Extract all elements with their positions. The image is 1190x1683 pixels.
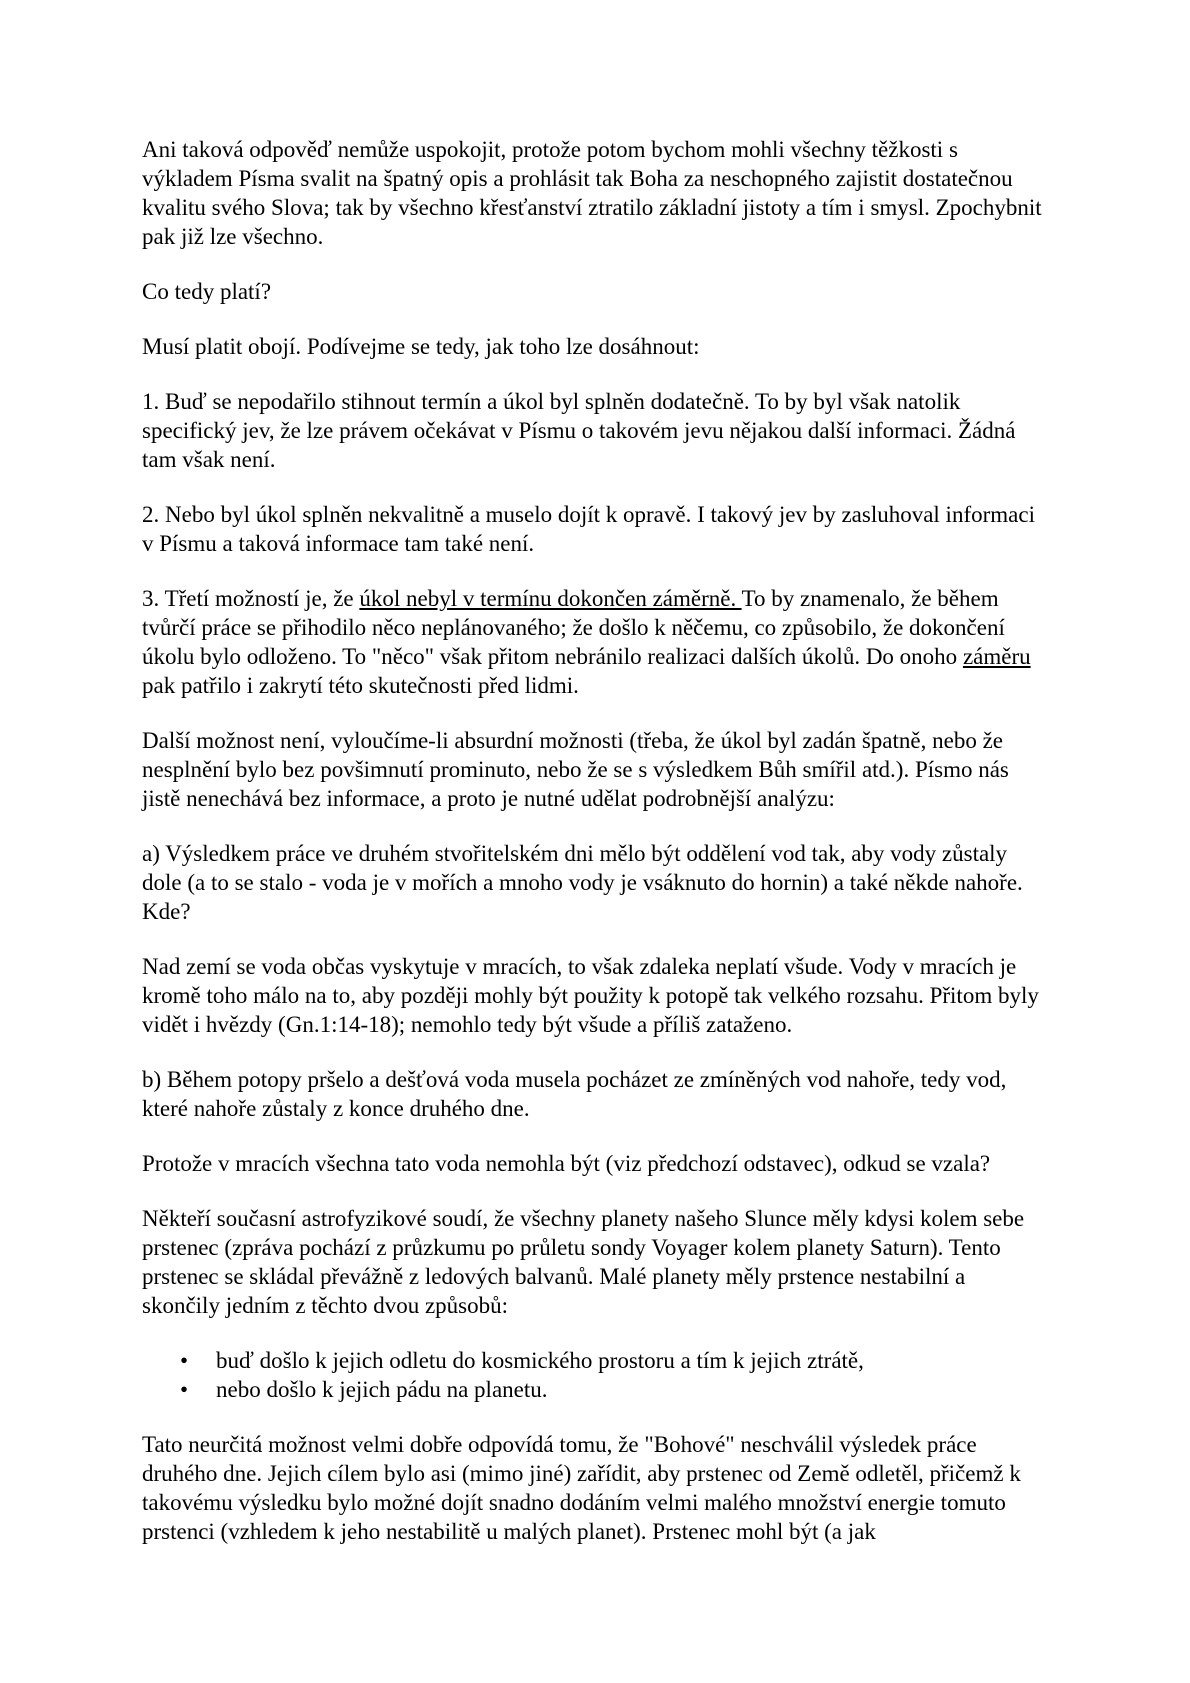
paragraph [142, 135, 1048, 251]
text-run: 3. Třetí možností je, že [142, 586, 360, 611]
text-run: Protože v mracích všechna tato voda nemohla být (viz předchozí odstavec), odkud se vzala? [142, 1151, 991, 1176]
paragraph [142, 332, 1048, 361]
paragraph [142, 952, 1048, 1039]
text-run: a) Výsledkem práce ve druhém stvořitelském dni mělo být oddělení vod tak, aby vody zůstaly dole (a to se stalo - voda je v mořích a mnoho vody je vsáknuto do hornin) a také někde nahoře. Kde? [142, 841, 1023, 924]
paragraph [142, 839, 1048, 926]
underlined-text: záměru [962, 644, 1031, 669]
bullet-icon: • [180, 1377, 189, 1402]
document-body [142, 135, 1048, 1546]
text-run: Nad zemí se voda občas vyskytuje v mracích, to však zdaleka neplatí všude. Vody v mracích je kromě toho málo na to, aby později mohly být použity k potopě tak velkého rozsahu. Přitom byly vidět i hvězdy (Gn.1:14-18); nemohlo tedy být všude a příliš zataženo. [142, 954, 1039, 1037]
text-run: 2. Nebo byl úkol splněn nekvalitně a muselo dojít k opravě. I takový jev by zasluhoval informaci v Písmu a taková informace tam také není. [142, 502, 1035, 556]
list-item [180, 1346, 1048, 1375]
paragraph [142, 387, 1048, 474]
text-run: Co tedy platí? [142, 279, 272, 304]
paragraph [142, 1204, 1048, 1320]
list-item [180, 1375, 1048, 1404]
text-run: Další možnost není, vyloučíme-li absurdní možnosti (třeba, že úkol byl zadán špatně, nebo že nesplnění bylo bez povšimnutí prominuto, nebo že se s výsledkem Bůh smířil atd.). Písmo nás jistě nenechává bez informace, a proto je nutné udělat podrobnější analýzu: [142, 728, 1009, 811]
paragraph [142, 726, 1048, 813]
text-run: Musí platit obojí. Podívejme se tedy, jak toho lze dosáhnout: [142, 334, 700, 359]
text-run: buď došlo k jejich odletu do kosmického prostoru a tím k jejich ztrátě, [216, 1348, 864, 1373]
paragraph [142, 584, 1048, 700]
underlined-text: úkol nebyl v termínu dokončen záměrně. [359, 586, 742, 611]
text-run: To by znamenalo, že během tvůrčí práce se přihodilo něco neplánovaného; že došlo k něčemu, co způsobilo, že dokončení úkolu bylo odloženo. To "něco" však přitom nebránilo realizaci dalších úkolů. Do onoho [142, 586, 1005, 669]
text-run: Tato neurčitá možnost velmi dobře odpovídá tomu, že "Bohové" neschválil výsledek práce druhého dne. Jejich cílem bylo asi (mimo jiné) zařídit, aby prstenec od Země odletěl, přičemž k takovému výsledku bylo možné dojít snadno dodáním velmi malého množství energie tomuto prstenci (vzhledem k jeho nestabilitě u malých planet). Prstenec mohl být (a jak [142, 1432, 1021, 1544]
text-run: Ani taková odpověď nemůže uspokojit, protože potom bychom mohli všechny těžkosti s výkladem Písma svalit na špatný opis a prohlásit tak Boha za neschopného zajistit dostatečnou kvalitu svého Slova; tak by všechno křesťanství ztratilo základní jistoty a tím i smysl. Zpochybnit pak již lze všechno. [142, 137, 1042, 249]
paragraph [142, 1065, 1048, 1123]
paragraph [142, 500, 1048, 558]
text-run: 1. Buď se nepodařilo stihnout termín a úkol byl splněn dodatečně. To by byl však natolik specifický jev, že lze právem očekávat v Písmu o takovém jevu nějakou další informaci. Žádná tam však není. [142, 389, 1016, 472]
bullet-list [142, 1346, 1048, 1404]
text-run: Někteří současní astrofyzikové soudí, že všechny planety našeho Slunce měly kdysi kolem sebe prstenec (zpráva pochází z průzkumu po průletu sondy Voyager kolem planety Saturn). Tento prstenec se skládal převážně z ledových balvanů. Malé planety měly prstence nestabilní a skončily jedním z těchto dvou způsobů: [142, 1206, 1025, 1318]
paragraph [142, 1149, 1048, 1178]
paragraph [142, 277, 1048, 306]
text-run: b) Během potopy pršelo a dešťová voda musela pocházet ze zmíněných vod nahoře, tedy vod, které nahoře zůstaly z konce druhého dne. [142, 1067, 1007, 1121]
paragraph [142, 1430, 1048, 1546]
text-run: nebo došlo k jejich pádu na planetu. [216, 1377, 548, 1402]
text-run: pak patřilo i zakrytí této skutečnosti před lidmi. [142, 673, 579, 698]
bullet-icon: • [180, 1348, 189, 1373]
